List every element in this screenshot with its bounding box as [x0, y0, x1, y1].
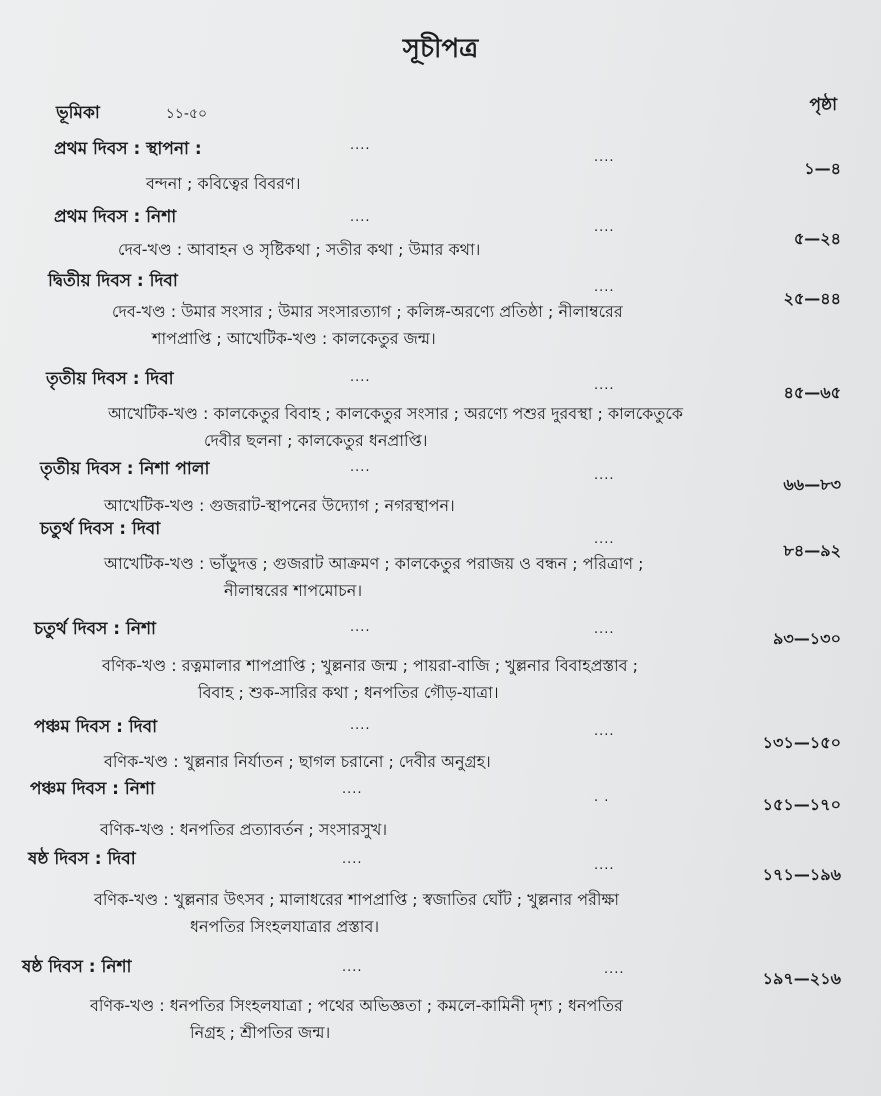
content-line: বিবাহ ; শুক-সারির কথা ; ধনপতির গৌড়-যাত্রা।	[198, 683, 499, 702]
leader-dots: ....	[342, 852, 363, 867]
leader-dots: ....	[594, 532, 615, 547]
page-column-label: পৃষ্ঠা	[809, 95, 837, 115]
entry-heading: চতুর্থ দিবস : দিবা	[40, 519, 161, 539]
intro-range: ১১-৫০	[165, 106, 208, 122]
intro-row	[56, 100, 207, 128]
leader-dots: ....	[350, 210, 371, 225]
content-line: ধনপতির সিংহলযাত্রার প্রস্তাব।	[190, 917, 380, 936]
content-line: বণিক-খণ্ড : খুল্লনার উৎসব ; মালাধরের শাপপ্রাপ্তি ; স্বজাতির ঘোঁট ; খুল্লনার পরীক্ষা	[94, 890, 620, 909]
content-line: আখেটিক-খণ্ড : গুজরাট-স্থাপনের উদ্যোগ ; নগরস্থাপন।	[104, 496, 455, 515]
leader-dots: ....	[342, 782, 363, 797]
entry-page-range: ১৫১—১৭০	[762, 795, 841, 814]
leader-dots: ....	[594, 858, 615, 873]
entry-content	[112, 298, 623, 352]
entry-page-range: ৯৩—১৩০	[773, 629, 841, 648]
entry-heading: পঞ্চম দিবস : দিবা	[34, 717, 158, 737]
leader-dots: ....	[594, 220, 615, 235]
content-line: বন্দনা ; কবিত্বের বিবরণ।	[146, 174, 301, 193]
content-line: বণিক-খণ্ড : ধনপতির প্রত্যাবর্তন ; সংসারসুখ।	[100, 820, 388, 839]
content-line: নিগ্রহ ; শ্রীপতির জন্ম।	[190, 1023, 331, 1042]
entry-heading: চতুর্থ দিবস : নিশা	[34, 619, 156, 639]
leader-dots: . .	[594, 790, 610, 805]
entry-heading: প্রথম দিবস : স্থাপনা :	[54, 139, 202, 159]
entry-heading: পঞ্চম দিবস : নিশা	[30, 779, 155, 799]
entry-page-range: ৫—২৪	[793, 229, 841, 248]
leader-dots: ....	[594, 724, 615, 739]
leader-dots: ....	[594, 150, 615, 165]
entry-content	[118, 236, 480, 263]
entry-content	[108, 400, 683, 454]
entry-content	[104, 748, 491, 775]
leader-dots: ....	[594, 468, 615, 483]
entry-heading: ষষ্ঠ দিবস : নিশা	[22, 957, 132, 977]
entry-heading: ষষ্ঠ দিবস : দিবা	[28, 849, 136, 869]
entry-heading: তৃতীয় দিবস : দিবা	[46, 369, 174, 389]
leader-dots: ....	[350, 718, 371, 733]
content-line: দেব-খণ্ড : আবাহন ও সৃষ্টিকথা ; সতীর কথা ; উমার কথা।	[118, 240, 481, 259]
content-line: বণিক-খণ্ড : ধনপতির সিংহলযাত্রা ; পথের অভিজ্ঞতা ; কমলে-কামিনী দৃশ্য ; ধনপতির	[90, 996, 623, 1015]
leader-dots: ....	[350, 620, 371, 635]
content-line: আখেটিক-খণ্ড : ভাঁড়ুদত্ত ; গুজরাট আক্রমণ ; কালকেতুর পরাজয় ও বন্ধন ; পরিত্রাণ ;	[104, 554, 644, 573]
entry-content	[104, 550, 644, 604]
leader-dots: ....	[350, 138, 371, 153]
leader-dots: ....	[594, 622, 615, 637]
entry-content	[94, 886, 619, 940]
leader-dots: ....	[350, 460, 371, 475]
entry-page-range: ৪৫—৬৫	[783, 383, 841, 402]
entry-heading: প্রথম দিবস : নিশা	[54, 207, 177, 227]
content-line: নীলাম্বরের শাপমোচন।	[224, 581, 363, 600]
leader-dots: ....	[350, 370, 371, 385]
entry-content	[100, 816, 387, 843]
content-line: বণিক-খণ্ড : রত্নমালার শাপপ্রাপ্তি ; খুল্লনার জন্ম ; পায়রা-বাজি ; খুল্লনার বিবাহপ্রস্তাব ;	[102, 656, 639, 675]
entry-page-range: ১৯৭—২১৬	[762, 969, 841, 988]
entry-page-range: ২৫—৪৪	[783, 289, 841, 308]
content-line: শাপপ্রাপ্তি ; আখেটিক-খণ্ড : কালকেতুর জন্ম।	[152, 329, 436, 348]
leader-dots: ....	[594, 378, 615, 393]
intro-label: ভূমিকা	[56, 103, 100, 123]
leader-dots: ....	[342, 960, 363, 975]
entry-content	[146, 170, 300, 197]
content-line: বণিক-খণ্ড : খুল্লনার নির্যাতন ; ছাগল চরানো ; দেবীর অনুগ্রহ।	[104, 752, 491, 771]
entry-page-range: ৮৪—৯২	[783, 541, 841, 560]
entry-page-range: ৬৬—৮৩	[783, 475, 841, 494]
content-line: দেব-খণ্ড : উমার সংসার ; উমার সংসারত্যাগ ; কলিঙ্গ-অরণ্যে প্রতিষ্ঠা ; নীলাম্বরের	[112, 302, 623, 321]
entry-heading: দ্বিতীয় দিবস : দিবা	[48, 271, 178, 291]
entry-page-range: ১৩১—১৫০	[762, 733, 841, 752]
content-line: আখেটিক-খণ্ড : কালকেতুর বিবাহ ; কালকেতুর সংসার ; অরণ্যে পশুর দুরবস্থা ; কালকেতুকে	[108, 404, 683, 423]
leader-dots: ....	[594, 280, 615, 295]
entry-content	[104, 492, 455, 519]
page-title: সূচীপত্র	[402, 34, 479, 64]
entry-content	[90, 992, 623, 1046]
leader-dots: ....	[604, 962, 625, 977]
entry-content	[102, 652, 638, 706]
content-line: দেবীর ছলনা ; কালকেতুর ধনপ্রাপ্তি।	[204, 431, 428, 450]
entry-heading: তৃতীয় দিবস : নিশা পালা	[40, 459, 210, 479]
entry-page-range: ১—৪	[804, 159, 841, 178]
entry-page-range: ১৭১—১৯৬	[762, 865, 841, 884]
